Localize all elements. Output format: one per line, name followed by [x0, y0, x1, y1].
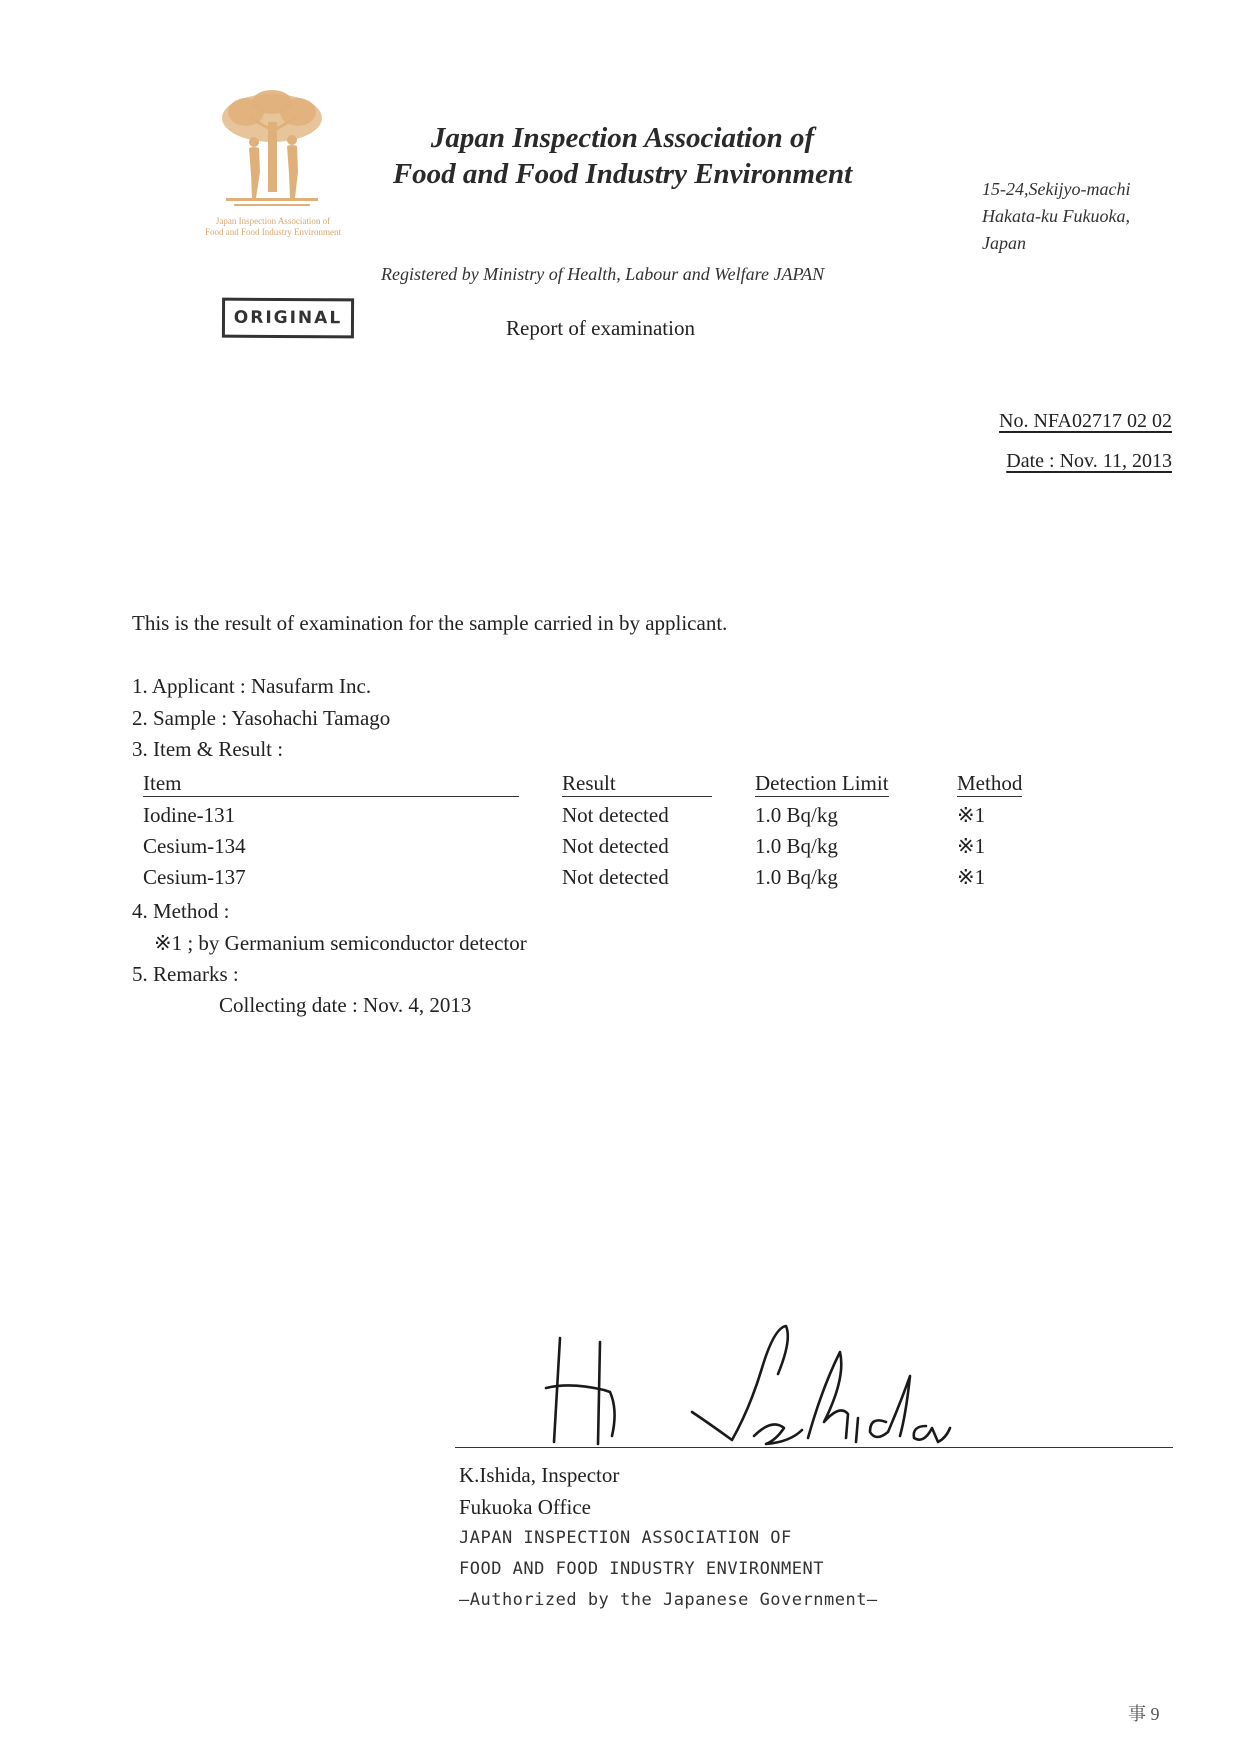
inspector-name: K.Ishida, Inspector	[459, 1463, 620, 1487]
signature-org-line: JAPAN INSPECTION ASSOCIATION OF	[459, 1528, 792, 1548]
association-logo	[178, 88, 368, 263]
organization-name-line: Food and Food Industry Environment	[392, 158, 853, 190]
inspector-office: Fukuoka Office	[459, 1495, 591, 1519]
address-block	[982, 176, 1130, 257]
address-line: Japan	[982, 233, 1026, 253]
intro-text: This is the result of examination for the sample carried in by applicant.	[132, 611, 728, 635]
cell-result: Not detected	[562, 834, 669, 858]
page-number: 事 9	[1128, 1704, 1160, 1724]
tree-figures-emblem	[216, 88, 328, 218]
logo-caption-line: Japan Inspection Association of	[215, 216, 331, 226]
cell-item: Iodine-131	[143, 803, 236, 827]
report-number: No. NFA02717 02 02	[999, 410, 1172, 432]
original-stamp: ORIGINAL	[222, 298, 354, 339]
collecting-date: Collecting date : Nov. 4, 2013	[219, 993, 472, 1017]
address-line: Hakata-ku Fukuoka,	[982, 206, 1130, 226]
remarks-heading: 5. Remarks :	[132, 962, 239, 986]
signature-org-line: FOOD AND FOOD INDUSTRY ENVIRONMENT	[459, 1559, 824, 1579]
cell-method: ※1	[957, 865, 986, 889]
cell-method: ※1	[957, 834, 986, 858]
applicant-line: 1. Applicant : Nasufarm Inc.	[132, 674, 372, 698]
method-heading: 4. Method :	[132, 899, 230, 923]
logo-caption	[178, 216, 368, 238]
report-date: Date : Nov. 11, 2013	[1006, 450, 1172, 472]
cell-item: Cesium-137	[143, 865, 246, 889]
report-title: Report of examination	[506, 316, 695, 340]
signature-line	[455, 1447, 1173, 1448]
column-header-item: Item	[143, 770, 519, 797]
registration-note: Registered by Ministry of Health, Labour and Welfare JAPAN	[381, 264, 825, 284]
cell-result: Not detected	[562, 865, 669, 889]
organization-name-line: Japan Inspection Association of	[430, 122, 815, 154]
logo-caption-line: Food and Food Industry Environment	[205, 227, 341, 237]
sample-line: 2. Sample : Yasohachi Tamago	[132, 706, 391, 730]
address-line: 15-24,Sekijyo-machi	[982, 179, 1131, 199]
cell-method: ※1	[957, 803, 986, 827]
inspector-signature	[540, 1318, 960, 1458]
cell-item: Cesium-134	[143, 834, 246, 858]
item-result-heading: 3. Item & Result :	[132, 737, 284, 761]
column-header-result: Result	[562, 770, 712, 797]
method-note: ※1 ; by Germanium semiconductor detector	[154, 931, 527, 955]
organization-name	[345, 120, 900, 192]
cell-detection-limit: 1.0 Bq/kg	[755, 834, 838, 858]
cell-result: Not detected	[562, 803, 669, 827]
cell-detection-limit: 1.0 Bq/kg	[755, 803, 838, 827]
column-header-method: Method	[957, 771, 1023, 795]
authorization-note: ―Authorized by the Japanese Government―	[459, 1590, 878, 1610]
column-header-detection-limit: Detection Limit	[755, 771, 889, 795]
cell-detection-limit: 1.0 Bq/kg	[755, 865, 838, 889]
